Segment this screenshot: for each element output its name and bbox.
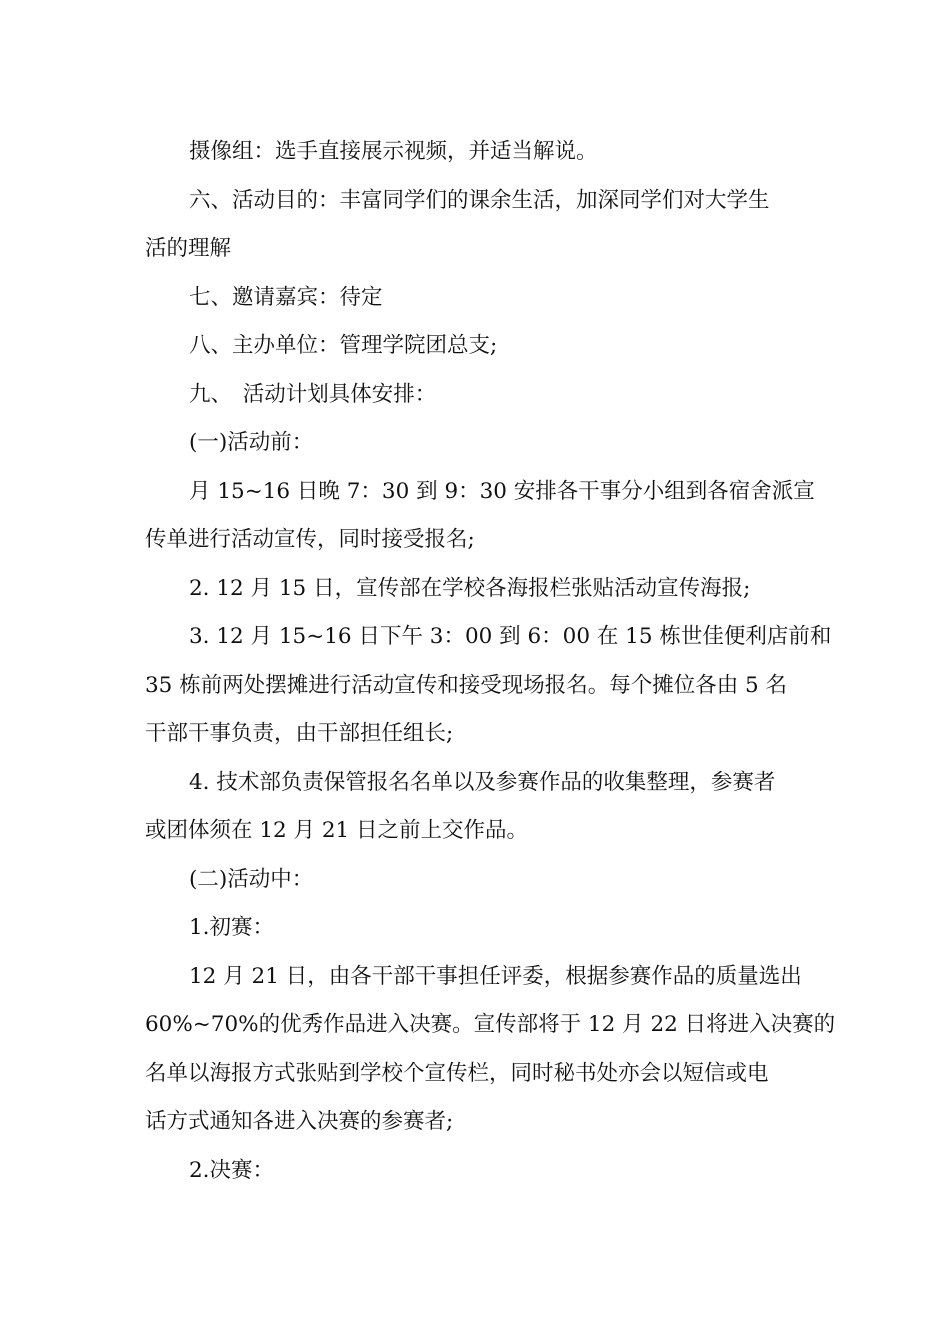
text-line: (二)活动中： <box>189 866 314 892</box>
paragraph-dorm-promotion <box>145 468 815 565</box>
paragraph-preliminary-details <box>145 953 836 1147</box>
text-line: 12 月 21 日，由各干部干事担任评委，根据参赛作品的质量选出 <box>189 963 802 989</box>
document-body <box>145 128 836 1195</box>
text-line: 1.初赛： <box>189 915 275 940</box>
paragraph-camera-group <box>145 128 810 177</box>
paragraph-schedule-heading <box>145 371 810 420</box>
text-line: 月 15~16 日晚 7：30 到 9：30 安排各干事分小组到各宿舍派宣 <box>189 478 815 504</box>
paragraph-before-activity <box>145 419 810 468</box>
text-line: 干部干事负责，由干部担任组长; <box>145 721 454 746</box>
text-line: 活的理解 <box>145 236 232 261</box>
text-line: 2.决赛： <box>189 1157 275 1183</box>
text-line: 传单进行活动宣传，同时接受报名; <box>145 527 475 552</box>
text-line: 4. 技术部负责保管报名名单以及参赛作品的收集整理，参赛者 <box>189 769 776 795</box>
paragraph-poster <box>145 565 810 614</box>
paragraph-preliminary-heading <box>145 904 810 953</box>
text-line: (一)活动前： <box>189 430 314 455</box>
text-line: 六、活动目的：丰富同学们的课余生活，加深同学们对大学生 <box>189 187 770 213</box>
text-line: 八、主办单位：管理学院团总支; <box>189 333 498 358</box>
paragraph-tech-dept <box>145 759 810 856</box>
text-line: 或团体须在 12 月 21 日之前上交作品。 <box>145 818 529 843</box>
paragraph-booth <box>145 613 832 759</box>
text-line: 60%~70%的优秀作品进入决赛。宣传部将于 12 月 22 日将进入决赛的 <box>145 1012 836 1037</box>
paragraph-organizer <box>145 322 810 371</box>
text-line: 名单以海报方式张贴到学校个宣传栏，同时秘书处亦会以短信或电 <box>145 1060 769 1086</box>
text-line: 九、 活动计划具体安排： <box>189 381 437 407</box>
text-line: 话方式通知各进入决赛的参赛者; <box>145 1109 454 1134</box>
paragraph-invited-guests <box>145 274 810 323</box>
paragraph-final-heading <box>145 1147 810 1196</box>
paragraph-during-activity <box>145 856 810 905</box>
text-line: 七、邀请嘉宾：待定 <box>189 284 383 310</box>
text-line: 摄像组：选手直接展示视频，并适当解说。 <box>189 139 598 164</box>
text-line: 2. 12 月 15 日，宣传部在学校各海报栏张贴活动宣传海报; <box>189 575 751 601</box>
paragraph-activity-purpose <box>145 177 810 274</box>
text-line: 35 栋前两处摆摊进行活动宣传和接受现场报名。每个摊位各由 5 名 <box>145 672 788 698</box>
text-line: 3. 12 月 15~16 日下午 3：00 到 6：00 在 15 栋世佳便利店前和 <box>189 624 832 649</box>
